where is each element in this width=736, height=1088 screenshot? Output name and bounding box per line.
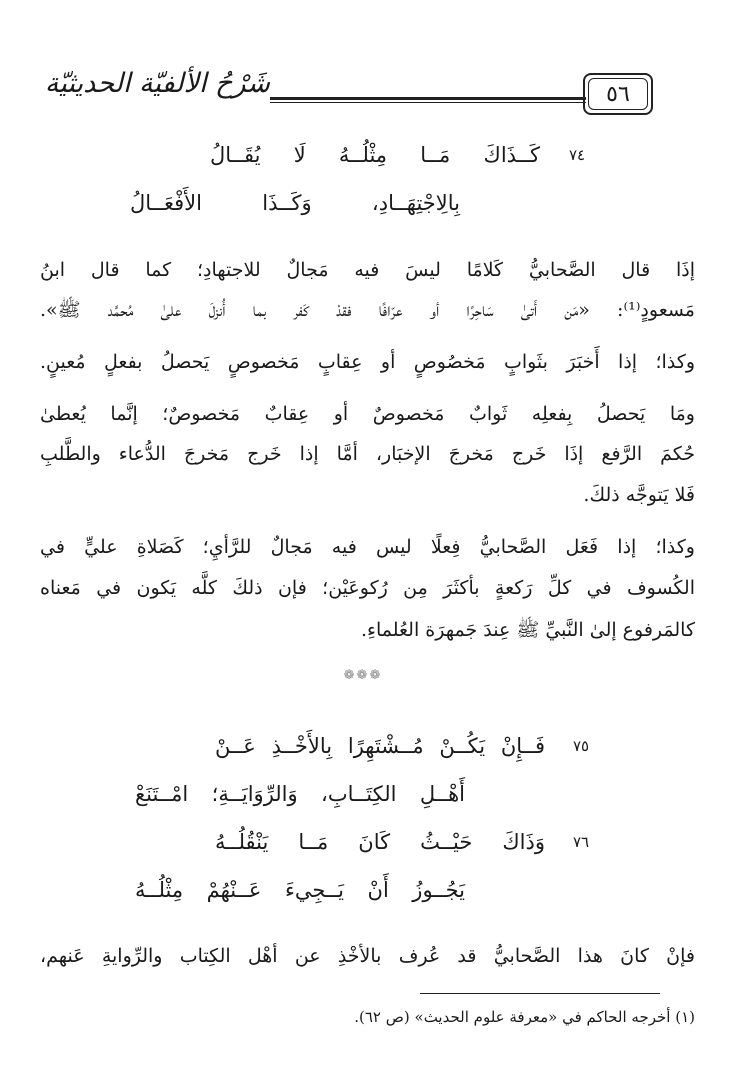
para2-line1: وكذا؛ إذا أَخبَرَ بثَوابٍ مَخصُوصٍ أو عِقابٍ مَخصوصٍ يَحصلُ بفعلٍ مُعينٍ. — [40, 351, 695, 373]
para5-line1: فإنْ كانَ هذا الصَّحابيُّ قد عُرف بالأخْذِ عن أهْل الكِتاب والرِّوايةِ عَنهم، — [40, 945, 695, 967]
page-number-box — [583, 73, 653, 115]
para4-line3: كالمَرفوع إلىٰ النَّبيِّ ﷺ عِندَ جَمهرَة العُلماءِ. — [360, 619, 695, 641]
para3-line2: حُكمَ الرَّفع إذَا خَرج مَخرجَ الإخبَار، أمَّا إذا خَرج مَخرجَ الدُّعاء والطَّلبِ — [40, 443, 695, 465]
book-title: شَرْحُ الألفيّة الحديثيّة — [44, 68, 270, 99]
verse-74-second-hemistich: بِالِاجْتِهَــادِ، وَكَــذَا الأَفْعَــالُ — [130, 191, 460, 215]
para4-line2: الكُسوف في كلِّ رَكعةٍ بأكثَرَ مِن رُكوعَيْن؛ فإن ذلكَ كلَّه يَكون في مَعناه — [40, 577, 695, 599]
section-separator-ornament: ❁❁❁ — [343, 668, 383, 683]
footnote-rule — [420, 993, 660, 994]
page-number: ٥٦ — [606, 81, 630, 107]
verse-number-75: ٧٥ — [572, 737, 590, 755]
header-rule-thin — [270, 102, 586, 103]
header-rule-thick — [270, 97, 586, 100]
verse-76-first-hemistich: وَذَاكَ حَيْــثُ كَانَ مَــا يَنْقُلُــهُ — [215, 830, 545, 854]
verse-74-first-hemistich: كَــذَاكَ مَــا مِثْلُــهُ لَا يُقَــالُ — [210, 143, 540, 167]
verse-75-second-hemistich: أَهْــلِ الكِتَــابِ، وَالرِّوَايَــةِ؛ امْــتَنَعْ — [135, 782, 465, 806]
para3-line3: فَلا يَتوجَّه ذلكَ. — [583, 484, 695, 506]
verse-75-first-hemistich: فَــإِنْ يَكُــنْ مُــشْتَهِرًا بِالأَخْــذِ عَــنْ — [215, 734, 545, 758]
para1-line1: إذَا قال الصَّحابيُّ كَلامًا ليسَ فيه مَجالٌ للاجتهادِ؛ كما قال ابنُ — [40, 259, 695, 281]
verse-76-second-hemistich: يَجُــوزُ أَنْ يَــجِيءَ عَــنْهُمْ مِثْلُــهُ — [135, 878, 465, 902]
verse-number-76: ٧٦ — [572, 833, 590, 851]
para1-line2: مَسعودٍ⁽¹⁾: «مَن أَتىٰ سَاحِرًا أو عرّافًا فقدْ كَفر بما أُنزلَ علىٰ مُحمَّد ﷺ». — [40, 299, 695, 321]
verse-number-74: ٧٤ — [568, 146, 586, 164]
footnote-1: (١) أخرجه الحاكم في «معرفة علوم الحديث» (ص ٦٢). — [354, 1008, 695, 1026]
para4-line1: وكذا؛ إذا فَعَل الصَّحابيُّ فِعلًا ليس فيه مَجالٌ للرَّأيِ؛ كَصَلاةِ عليٍّ في — [40, 536, 695, 558]
para3-line1: ومَا يَحصلُ بِفعلِه ثَوابٌ مَخصوصٌ أو عِقابٌ مَخصوصٌ؛ إنَّما يُعطىٰ — [40, 403, 695, 425]
